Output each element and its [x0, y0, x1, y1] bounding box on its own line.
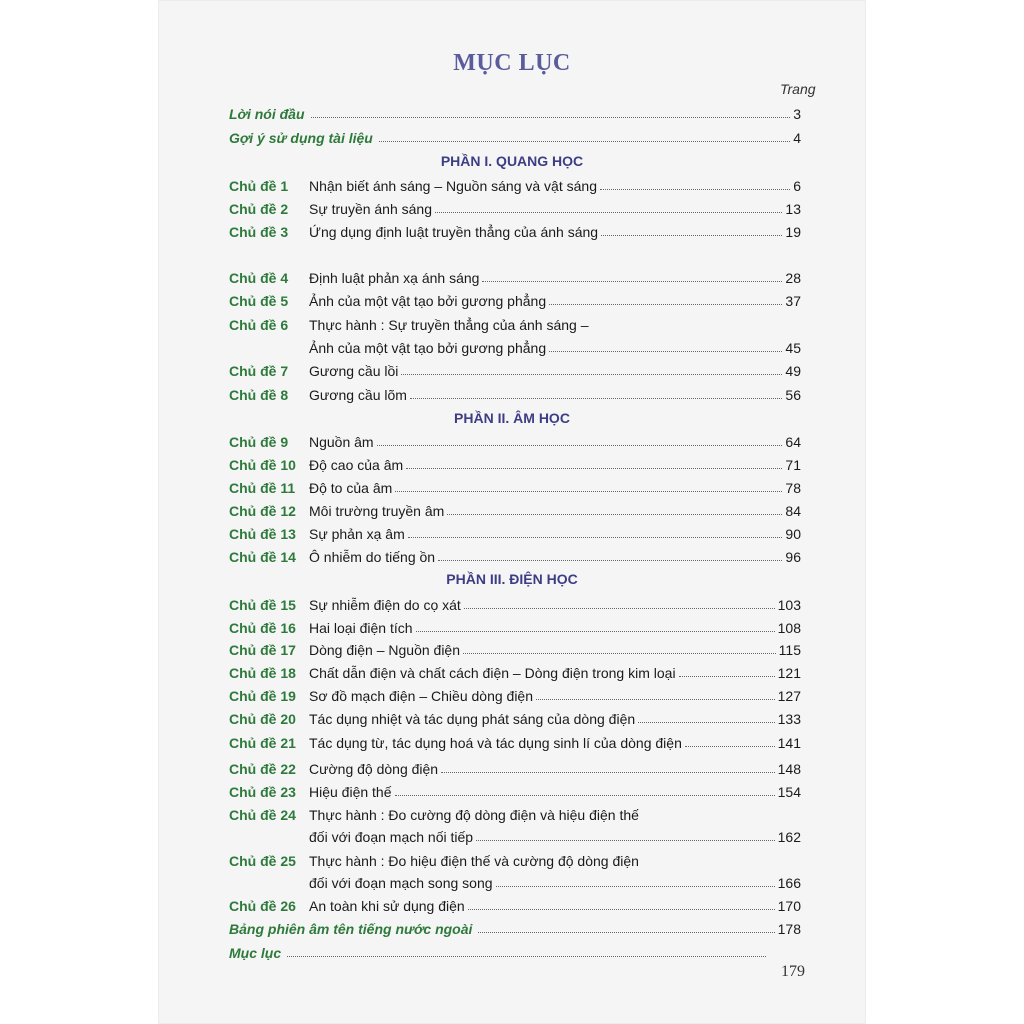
- toc-entry: [229, 266, 801, 286]
- dot-leader: [482, 281, 782, 282]
- topic-label: Chủ đề 1: [229, 178, 289, 194]
- toc-entry-text: Lời nói đầu: [229, 106, 305, 122]
- page-title: MỤC LỤC: [453, 50, 571, 76]
- toc-page-number: 84: [785, 503, 801, 519]
- topic-label: Chủ đề 22: [229, 761, 296, 777]
- dot-leader: [536, 699, 775, 700]
- toc-entry-text: Nguồn âm: [309, 434, 374, 450]
- toc-entry: [229, 522, 801, 542]
- toc-entry-text: Tác dụng nhiệt và tác dụng phát sáng của dòng điện: [309, 711, 636, 727]
- toc-page-number: 148: [777, 761, 801, 777]
- section-heading-part-1: PHẦN I. QUANG HỌC: [440, 153, 584, 169]
- topic-label: Chủ đề 2: [229, 201, 289, 217]
- dot-leader: [406, 468, 782, 469]
- toc-entry-text: Ảnh của một vật tạo bởi gương phẳng: [309, 293, 547, 309]
- dot-leader: [377, 445, 783, 446]
- dot-leader: [401, 374, 782, 375]
- dot-leader: [408, 537, 783, 538]
- toc-page-number: 6: [793, 178, 801, 194]
- toc-entry: [229, 731, 801, 751]
- dot-leader: [287, 956, 766, 957]
- toc-entry: [229, 780, 801, 800]
- toc-page-number: 49: [785, 363, 801, 379]
- toc-entry-text: Nhận biết ánh sáng – Nguồn sáng và vật sáng: [309, 178, 597, 194]
- toc-entry-text: Ứng dụng định luật truyền thẳng của ánh sáng: [309, 224, 599, 240]
- toc-page-number: 178: [777, 921, 801, 937]
- toc-page-number: 166: [777, 875, 801, 891]
- toc-page-number: 37: [785, 293, 801, 309]
- toc-entry: [229, 707, 801, 727]
- toc-page-number: 121: [777, 665, 801, 681]
- toc-page-number: 90: [785, 526, 801, 542]
- dot-leader: [601, 235, 782, 236]
- toc-entry-text: đối với đoạn mạch song song: [309, 875, 493, 891]
- dot-leader: [549, 351, 782, 352]
- topic-label: Chủ đề 16: [229, 620, 296, 636]
- toc-entry-text: Sự phản xạ âm: [309, 526, 405, 542]
- toc-page-number: 4: [793, 130, 801, 146]
- toc-page-number: 96: [785, 549, 801, 565]
- toc-entry-continuation: [229, 871, 801, 891]
- toc-page-number: 103: [777, 597, 801, 613]
- topic-label: Chủ đề 8: [229, 387, 289, 403]
- dot-leader: [468, 909, 775, 910]
- toc-entry-text: Độ cao của âm: [309, 457, 404, 473]
- dot-leader: [395, 491, 782, 492]
- topic-label: Chủ đề 23: [229, 784, 296, 800]
- toc-entry: [229, 383, 801, 403]
- toc-entry: [229, 616, 801, 636]
- toc-entry-text: Hiệu điện thế: [309, 784, 392, 800]
- topic-label: Chủ đề 24: [229, 807, 296, 823]
- topic-label: Chủ đề 19: [229, 688, 296, 704]
- toc-entry-continuation: [229, 336, 801, 356]
- toc-entry: [229, 638, 801, 658]
- dot-leader: [410, 398, 782, 399]
- toc-entry-text: Gương cầu lõm: [309, 387, 407, 403]
- toc-entry: [229, 453, 801, 473]
- toc-entry: [229, 593, 801, 613]
- toc-entry-text: An toàn khi sử dụng điện: [309, 898, 465, 914]
- toc-page-number: 78: [785, 480, 801, 496]
- dot-leader: [549, 304, 782, 305]
- dot-leader: [441, 772, 775, 773]
- dot-leader: [435, 212, 782, 213]
- toc-entry: [229, 220, 801, 240]
- dot-leader: [416, 631, 775, 632]
- toc-entry-text: Mục lục: [229, 945, 282, 961]
- toc-entry: [229, 894, 801, 914]
- toc-entry-text: Chất dẫn điện và chất cách điện – Dòng điện trong kim loại: [309, 665, 676, 681]
- dot-leader: [447, 514, 782, 515]
- dot-leader: [311, 117, 791, 118]
- toc-entry-first-line: [229, 313, 801, 333]
- topic-label: Chủ đề 4: [229, 270, 289, 286]
- toc-entry-contents: [229, 941, 769, 961]
- toc-entry-usage-guide: [229, 126, 801, 146]
- toc-entry-text: Sự truyền ánh sáng: [309, 201, 433, 217]
- section-heading-part-2: PHẦN II. ÂM HỌC: [454, 410, 570, 426]
- toc-page-number: 19: [785, 224, 801, 240]
- toc-entry-text: Dòng điện – Nguồn điện: [309, 642, 461, 658]
- toc-entry: [229, 545, 801, 565]
- toc-page-number: 45: [785, 340, 801, 356]
- toc-entry-text: Ảnh của một vật tạo bởi gương phẳng: [309, 340, 547, 356]
- toc-page-number: 71: [785, 457, 801, 473]
- dot-leader: [463, 653, 776, 654]
- page-column-label: Trang: [780, 81, 816, 97]
- dot-leader: [478, 932, 774, 933]
- toc-entry-text: Môi trường truyền âm: [309, 503, 445, 519]
- toc-page-number: 13: [785, 201, 801, 217]
- topic-label: Chủ đề 3: [229, 224, 289, 240]
- dot-leader: [476, 840, 775, 841]
- topic-label: Chủ đề 5: [229, 293, 289, 309]
- dot-leader: [496, 886, 775, 887]
- toc-entry-text: Bảng phiên âm tên tiếng nước ngoài: [229, 921, 473, 937]
- toc-entry-text: Sơ đồ mạch điện – Chiều dòng điện: [309, 688, 533, 704]
- toc-entry: [229, 174, 801, 194]
- toc-page-number: 28: [785, 270, 801, 286]
- toc-entry: [229, 197, 801, 217]
- topic-label: Chủ đề 14: [229, 549, 296, 565]
- toc-entry-text: đối với đoạn mạch nối tiếp: [309, 829, 474, 845]
- toc-entry-first-line: [229, 803, 801, 823]
- topic-label: Chủ đề 26: [229, 898, 296, 914]
- dot-leader: [395, 795, 775, 796]
- toc-page-number: 64: [785, 434, 801, 450]
- toc-entry-text: Độ to của âm: [309, 480, 393, 496]
- dot-leader: [379, 141, 790, 142]
- toc-entry-first-line: [229, 849, 801, 869]
- section-heading-part-3: PHẦN III. ĐIỆN HỌC: [446, 571, 578, 587]
- topic-label: Chủ đề 21: [229, 735, 296, 751]
- toc-entry-preface: [229, 102, 801, 122]
- topic-label: Chủ đề 7: [229, 363, 289, 379]
- toc-entry: [229, 359, 801, 379]
- toc-entry-text: Gương cầu lồi: [309, 363, 399, 379]
- toc-page-number: 127: [777, 688, 801, 704]
- topic-label: Chủ đề 15: [229, 597, 296, 613]
- topic-label: Chủ đề 6: [229, 317, 289, 333]
- toc-entry-text: Sự nhiễm điện do cọ xát: [309, 597, 461, 613]
- toc-entry-text: Ô nhiễm do tiếng ồn: [309, 549, 436, 565]
- dot-leader: [438, 560, 782, 561]
- toc-page-number: 108: [777, 620, 801, 636]
- toc-page-number: 154: [777, 784, 801, 800]
- toc-entry-text: Thực hành : Đo cường độ dòng điện và hiệu điện thế: [309, 807, 639, 823]
- toc-entry-text: Tác dụng từ, tác dụng hoá và tác dụng sinh lí của dòng điện: [309, 735, 682, 751]
- toc-entry: [229, 289, 801, 309]
- toc-entry: [229, 684, 801, 704]
- topic-label: Chủ đề 9: [229, 434, 289, 450]
- topic-label: Chủ đề 11: [229, 480, 296, 496]
- topic-label: Chủ đề 10: [229, 457, 296, 473]
- toc-entry-text: Thực hành : Sự truyền thẳng của ánh sáng –: [309, 317, 589, 333]
- topic-label: Chủ đề 25: [229, 853, 296, 869]
- toc-page-number: 162: [777, 829, 801, 845]
- toc-entry: [229, 661, 801, 681]
- toc-entry: [229, 430, 801, 450]
- toc-page-number: 115: [778, 642, 801, 658]
- toc-entry-text: Cường độ dòng điện: [309, 761, 439, 777]
- topic-label: Chủ đề 12: [229, 503, 296, 519]
- dot-leader: [685, 746, 775, 747]
- toc-entry: [229, 476, 801, 496]
- dot-leader: [464, 608, 775, 609]
- toc-entry: [229, 757, 801, 777]
- toc-entry-foreign-names: [229, 917, 801, 937]
- toc-entry-text: Hai loại điện tích: [309, 620, 413, 636]
- topic-label: Chủ đề 13: [229, 526, 296, 542]
- topic-label: Chủ đề 18: [229, 665, 296, 681]
- page-number: 179: [781, 963, 805, 980]
- dot-leader: [600, 189, 790, 190]
- toc-entry-text: Thực hành : Đo hiệu điện thế và cường độ dòng điện: [309, 853, 639, 869]
- toc-page-number: 141: [777, 735, 801, 751]
- toc-entry-text: Gợi ý sử dụng tài liệu: [229, 130, 373, 146]
- toc-entry-continuation: [229, 825, 801, 845]
- toc-entry-text: Định luật phản xạ ánh sáng: [309, 270, 480, 286]
- topic-label: Chủ đề 20: [229, 711, 296, 727]
- toc-page-number: 3: [793, 106, 801, 122]
- toc-page-number: 56: [785, 387, 801, 403]
- dot-leader: [679, 676, 775, 677]
- dot-leader: [638, 722, 775, 723]
- toc-entry: [229, 499, 801, 519]
- topic-label: Chủ đề 17: [229, 642, 296, 658]
- toc-page-number: 133: [777, 711, 801, 727]
- toc-page-number: 170: [777, 898, 801, 914]
